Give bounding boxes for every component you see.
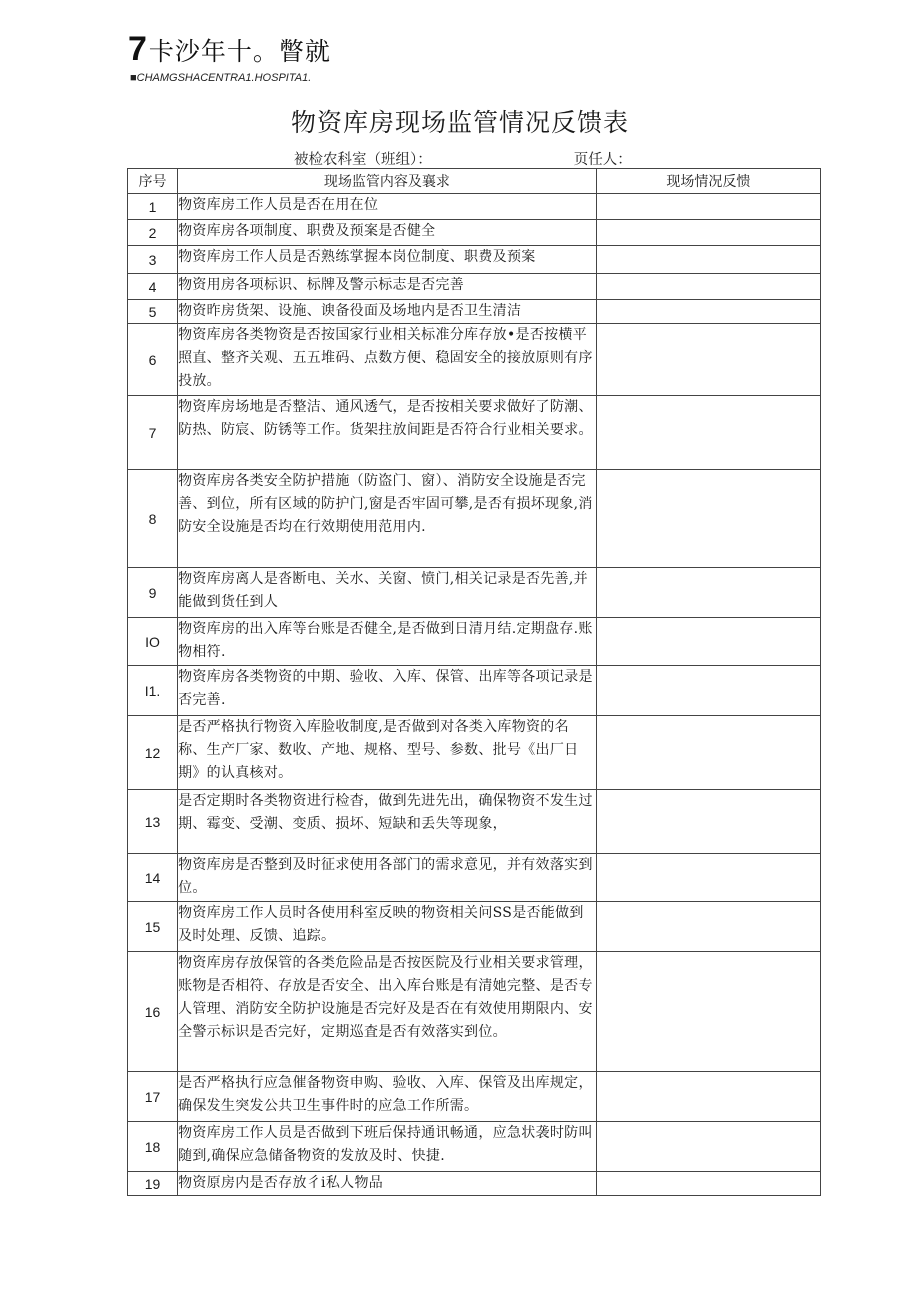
row-number: 9 (128, 568, 178, 618)
row-feedback-cell[interactable] (596, 716, 820, 790)
table-row (128, 1172, 821, 1196)
row-feedback-cell[interactable] (596, 666, 820, 716)
row-requirement: 物资库房场地是否整洁、通风透气，是否按相关要求做好了防潮、防热、防宸、防锈等工作。货架拄放间距是否符合行业相关要求。 (178, 396, 597, 470)
row-requirement: 物资昨房货架、设施、谀备役面及场地内是否卫生清洁 (178, 300, 597, 324)
row-feedback-cell[interactable] (596, 396, 820, 470)
table-row (128, 324, 821, 396)
table-row (128, 220, 821, 246)
row-number: 12 (128, 716, 178, 790)
table-row (128, 470, 821, 568)
row-feedback-cell[interactable] (596, 470, 820, 568)
hospital-logo (128, 30, 331, 70)
row-feedback-cell[interactable] (596, 194, 820, 220)
row-number: 16 (128, 952, 178, 1072)
row-requirement: 是否严格执行物资入库脸收制度,是否做到对各类入库物资的名称、生产厂家、数收、产地、规格、型号、参数、批号《出厂日期》的认真核对。 (178, 716, 597, 790)
page-title: 物资库房现场监管情况反馈表 (290, 108, 629, 137)
row-number: 13 (128, 790, 178, 854)
row-number: 18 (128, 1122, 178, 1172)
table-row (128, 568, 821, 618)
header-feedback: 现场情况反愦 (596, 169, 820, 194)
row-number: 3 (128, 246, 178, 274)
dept-label: 被检农科室（班组）： (294, 152, 432, 168)
row-number: 14 (128, 854, 178, 902)
row-number: 17 (128, 1072, 178, 1122)
row-number: 6 (128, 324, 178, 396)
row-requirement: 物资原房内是否存放彳i私人物品 (178, 1172, 597, 1196)
row-feedback-cell[interactable] (596, 220, 820, 246)
table-header-row (128, 169, 821, 194)
row-feedback-cell[interactable] (596, 790, 820, 854)
logo-mark: 7 (128, 30, 147, 68)
row-feedback-cell[interactable] (596, 952, 820, 1072)
row-feedback-cell[interactable] (596, 246, 820, 274)
table-row (128, 716, 821, 790)
table-row (128, 194, 821, 220)
row-feedback-cell[interactable] (596, 274, 820, 300)
row-feedback-cell[interactable] (596, 300, 820, 324)
row-requirement: 物资库房各类物资的中期、验收、入库、保管、出库等各项记录是否完善. (178, 666, 597, 716)
row-requirement: 物资库房工作人员是否在用在位 (178, 194, 597, 220)
row-requirement: 物资库房各类安全防护措施（防盗门、窗）、消防安全设施是否完善、到位，所有区域的防护门,窗是否牢固可攀,是否有损坏现象,消防安全设施是否均在行效期使用范用内. (178, 470, 597, 568)
table-row (128, 618, 821, 666)
row-number: 15 (128, 902, 178, 952)
row-number: I1. (128, 666, 178, 716)
responsible-label: 页任人： (573, 152, 632, 168)
form-meta (294, 148, 632, 169)
row-number: 7 (128, 396, 178, 470)
row-feedback-cell[interactable] (596, 1072, 820, 1122)
header-no: 序号 (128, 169, 178, 194)
row-number: 4 (128, 274, 178, 300)
row-feedback-cell[interactable] (596, 854, 820, 902)
row-feedback-cell[interactable] (596, 618, 820, 666)
table-row (128, 274, 821, 300)
inspection-table (127, 168, 821, 1196)
row-requirement: 物资库房存放保管的各类危险品是否按医院及行业相关要求管理，账物是否相符、存放是否安全、出入库台账是有清她完整、是否专人管理、消防安全防护设施是否完好及是否在有效使用期限内、安全警示标识是否完好，定期巡査是否有效落实到位。 (178, 952, 597, 1072)
header-requirement: 现场监管内容及襄求 (178, 169, 597, 194)
row-number: 8 (128, 470, 178, 568)
row-number: 19 (128, 1172, 178, 1196)
row-feedback-cell[interactable] (596, 1122, 820, 1172)
row-requirement: 物资库房离人是沓断电、关水、关窗、愤门,相关记录是否先善,并能做到货任到人 (178, 568, 597, 618)
row-requirement: 物资库房各类物资是否按国家行业相关标准分库存放•是否按横平照直、整齐关观、五五堆码、点数方便、稳固安全的接放原则有序投放。 (178, 324, 597, 396)
row-requirement: 物资库房工作人员是否熟练掌握本岗位制度、职费及预案 (178, 246, 597, 274)
row-requirement: 是否定期时各类物资进行检杳，做到先进先出，确保物资不发生过期、霉变、受潮、变质、损坏、短缺和丢失等现象， (178, 790, 597, 854)
table-row (128, 902, 821, 952)
table-row (128, 300, 821, 324)
logo-subtitle: ■CHAMGSHACENTRA1.HOSPITA1. (130, 72, 312, 84)
dept-blank (434, 154, 572, 169)
row-number: IO (128, 618, 178, 666)
table-row (128, 666, 821, 716)
table-row (128, 952, 821, 1072)
row-feedback-cell[interactable] (596, 1172, 820, 1196)
row-requirement: 物资库房工作人员是否做到下班后保持通讯畅通，应急状袭时防叫随到,确保应急储备物资的发放及时、快捷. (178, 1122, 597, 1172)
table-row (128, 790, 821, 854)
row-number: 1 (128, 194, 178, 220)
row-feedback-cell[interactable] (596, 902, 820, 952)
row-requirement: 是否严格执行应急催备物资申购、验收、入库、保管及出库规定，确保发生突发公共卫生事件时的应急工作所需。 (178, 1072, 597, 1122)
row-requirement: 物资用房各项标识、标牌及警示标志是否完善 (178, 274, 597, 300)
row-feedback-cell[interactable] (596, 568, 820, 618)
table-row (128, 396, 821, 470)
row-feedback-cell[interactable] (596, 324, 820, 396)
row-requirement: 物资库房的出入库等台账是否健全,是否做到日清月结.定期盘存.账物相符. (178, 618, 597, 666)
table-row (128, 1072, 821, 1122)
table-row (128, 246, 821, 274)
row-requirement: 物资库房是否整到及时征求使用各部门的需求意见，并有效落实到位。 (178, 854, 597, 902)
row-requirement: 物资库房工作人员时各使用科室反映的物资相关问SS是否能做到及时处理、反馈、追踪。 (178, 902, 597, 952)
table-row (128, 854, 821, 902)
row-requirement: 物资库房各项制度、职费及预案是否健全 (178, 220, 597, 246)
logo-text: 卡沙年十。瞥就 (148, 37, 331, 66)
row-number: 5 (128, 300, 178, 324)
table-row (128, 1122, 821, 1172)
row-number: 2 (128, 220, 178, 246)
